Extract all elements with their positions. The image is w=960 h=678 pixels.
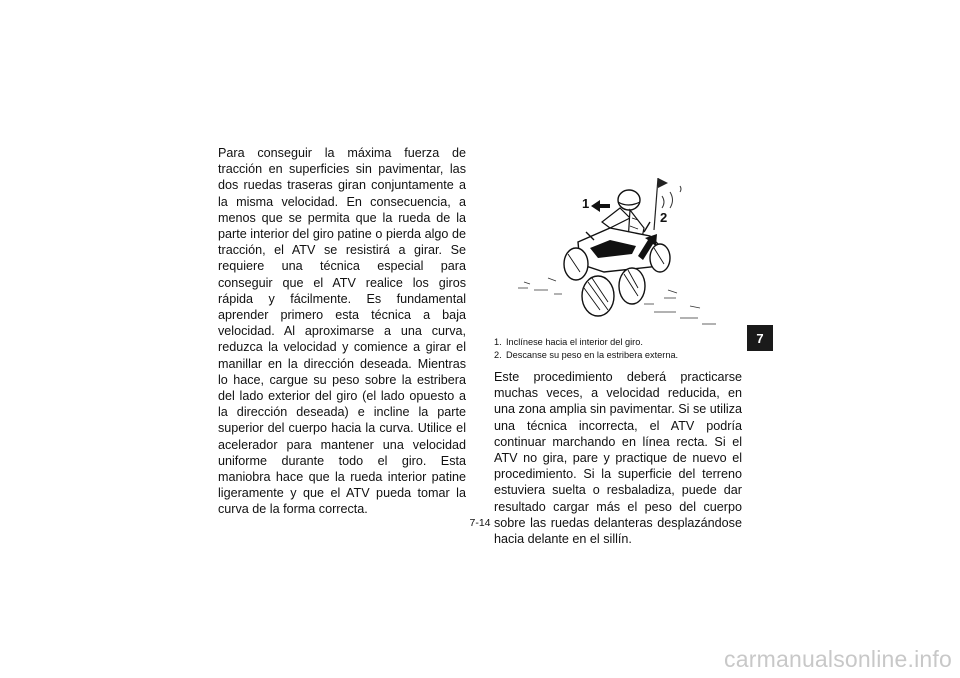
caption-item xyxy=(494,336,742,349)
watermark: carmanualsonline.info xyxy=(724,646,952,672)
atv-turning-illustration xyxy=(494,178,742,328)
caption-text: Descanse su peso en la estribera externa. xyxy=(506,349,679,360)
left-paragraph: Para conseguir la máxima fuerza de tracción en superficies sin pavimentar, las dos ruedas traseras giran conjuntamente a la misma velocidad. En consecuencia, a menos que se permita que la rueda de la parte interior del giro patine o pierda algo de tracción, el ATV se resistirá a girar. Se requiere una técnica especial para conseguir que el ATV realice los giros rápida y fácilmente. Es fundamental aprender primero esta técnica a baja velocidad. Al aproximarse a una curva, reduzca la velocidad y comience a girar el manillar en la dirección deseada. Mientras lo hace, cargue su peso sobre la estribera del lado exterior del giro (el lado opuesto a la dirección deseada) e incline la parte superior del cuerpo hacia la curva. Utilice el acelerador para mantener una velocidad uniforme durante todo el giro. Esta maniobra hace que la rueda interior patine ligeramente y que el ATV pueda tomar la curva de la forma correcta. xyxy=(218,146,466,517)
caption-number: 1. xyxy=(494,337,502,347)
figure-caption xyxy=(494,336,742,361)
right-column xyxy=(494,178,742,560)
ground-lines xyxy=(518,278,716,324)
caption-number: 2. xyxy=(494,349,502,360)
chapter-tab: 7 xyxy=(747,325,773,351)
caption-item xyxy=(494,349,742,362)
left-column xyxy=(218,145,466,518)
right-paragraph: Este procedimiento deberá practicarse muchas veces, a velocidad reducida, en una zona amplia sin pavimentar. Si se utiliza una técnica incorrecta, el ATV podría continuar marchando en línea recta. Si el ATV no gira, pare y practique de nuevo el procedimiento. Si la superficie del terreno estuviera suelta o resbaladiza, puede dar resultado cargar más el peso del cuerpo sobre las ruedas delanteras desplazándose hacia delante en el sillín. xyxy=(494,370,742,547)
page-number: 7-14 xyxy=(469,517,491,529)
lean-arrow-icon xyxy=(591,200,610,212)
motion-marks xyxy=(662,186,681,208)
callout-2: 2 xyxy=(660,210,668,225)
callout-1: 1 xyxy=(582,196,590,211)
caption-text: Inclínese hacia el interior del giro. xyxy=(506,337,643,347)
atv-illustration-svg xyxy=(494,178,742,328)
